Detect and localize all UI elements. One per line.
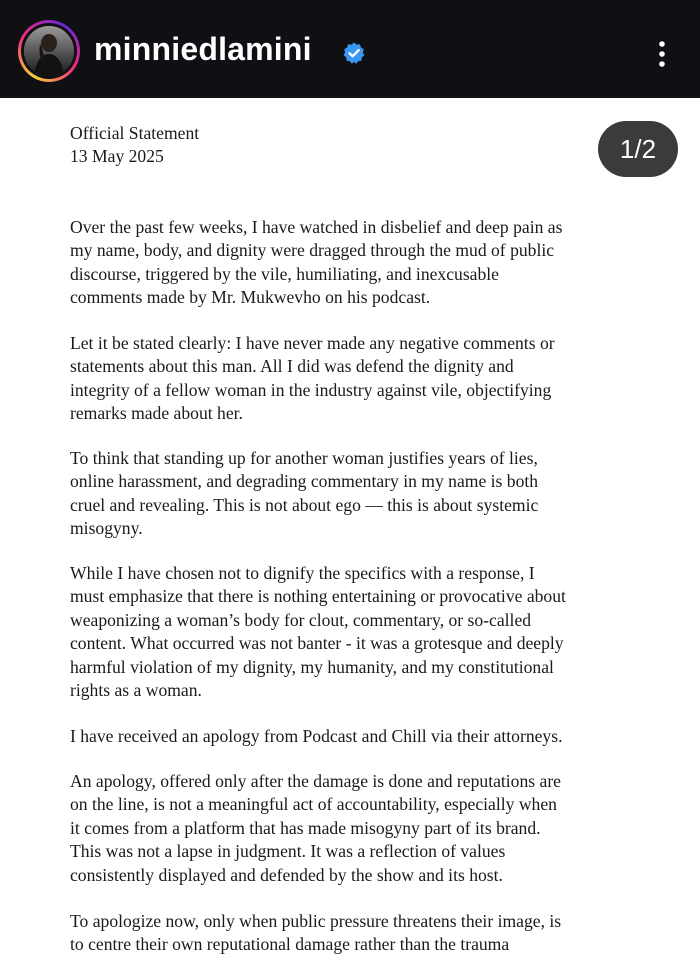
post-header xyxy=(0,0,700,98)
statement-line: To apologize now, only when public pressure threatens their image, is xyxy=(70,911,562,931)
statement-line: to centre their own reputational damage rather than the trauma xyxy=(70,934,510,955)
statement-line: weaponizing a woman’s body for clout, commentary, or so-called xyxy=(70,609,532,630)
avatar[interactable] xyxy=(24,26,74,76)
statement-paragraph xyxy=(70,562,680,702)
statement-line: While I have chosen not to dignify the specifics with a response, I xyxy=(70,563,535,583)
statement-line: Over the past few weeks, I have watched in disbelief and deep pain as xyxy=(70,217,563,237)
username[interactable]: minniedlamini xyxy=(94,31,312,67)
avatar-frame xyxy=(21,23,77,79)
statement-line: online harassment, and degrading commentary in my name is both xyxy=(70,471,539,492)
story-ring[interactable] xyxy=(18,20,80,82)
statement-paragraph xyxy=(70,725,680,748)
avatar-image xyxy=(24,26,74,76)
page-indicator: 1/2 xyxy=(598,121,678,177)
statement-line: To think that standing up for another woman justifies years of lies, xyxy=(70,448,538,468)
statement-paragraph xyxy=(70,770,680,887)
statement-line: This was not a lapse in judgment. It was a reflection of values xyxy=(70,841,506,862)
statement-meta xyxy=(70,122,199,168)
statement-date: 13 May 2025 xyxy=(70,146,164,166)
statement-line: consistently displayed and defended by the show and its host. xyxy=(70,864,503,885)
statement-line: my name, body, and dignity were dragged through the mud of public xyxy=(70,240,555,261)
statement-line: cruel and revealing. This is not about ego — this is about systemic xyxy=(70,494,539,515)
statement-paragraph xyxy=(70,216,680,310)
statement-line: statements about this man. All I did was defend the dignity and xyxy=(70,356,514,377)
statement-line: must emphasize that there is nothing entertaining or provocative about xyxy=(70,586,566,607)
statement-line: it comes from a platform that has made misogyny part of its brand. xyxy=(70,817,541,838)
statement-line: integrity of a fellow woman in the industry against vile, objectifying xyxy=(70,379,552,400)
verified-badge-icon xyxy=(342,41,366,65)
statement-line: Let it be stated clearly: I have never made any negative comments or xyxy=(70,333,555,353)
statement-line: discourse, triggered by the vile, humiliating, and inexcusable xyxy=(70,263,499,284)
more-options-icon[interactable] xyxy=(650,38,674,70)
statement-line: comments made by Mr. Mukwevho on his podcast. xyxy=(70,287,431,308)
statement-line: rights as a woman. xyxy=(70,680,202,701)
statement-line: content. What occurred was not banter - it was a grotesque and deeply xyxy=(70,633,564,654)
statement-paragraph xyxy=(70,910,680,957)
statement-line: An apology, offered only after the damage is done and reputations are xyxy=(70,771,561,791)
statement-paragraph xyxy=(70,332,680,426)
statement-line: misogyny. xyxy=(70,518,143,539)
statement-line: remarks made about her. xyxy=(70,403,243,424)
statement-line: I have received an apology from Podcast and Chill via their attorneys. xyxy=(70,726,563,746)
statement-title: Official Statement xyxy=(70,123,200,143)
statement-line: on the line, is not a meaningful act of accountability, especially when xyxy=(70,794,557,815)
statement-paragraph xyxy=(70,447,680,541)
statement-line: harmful violation of my dignity, my humanity, and my constitutional xyxy=(70,656,554,677)
